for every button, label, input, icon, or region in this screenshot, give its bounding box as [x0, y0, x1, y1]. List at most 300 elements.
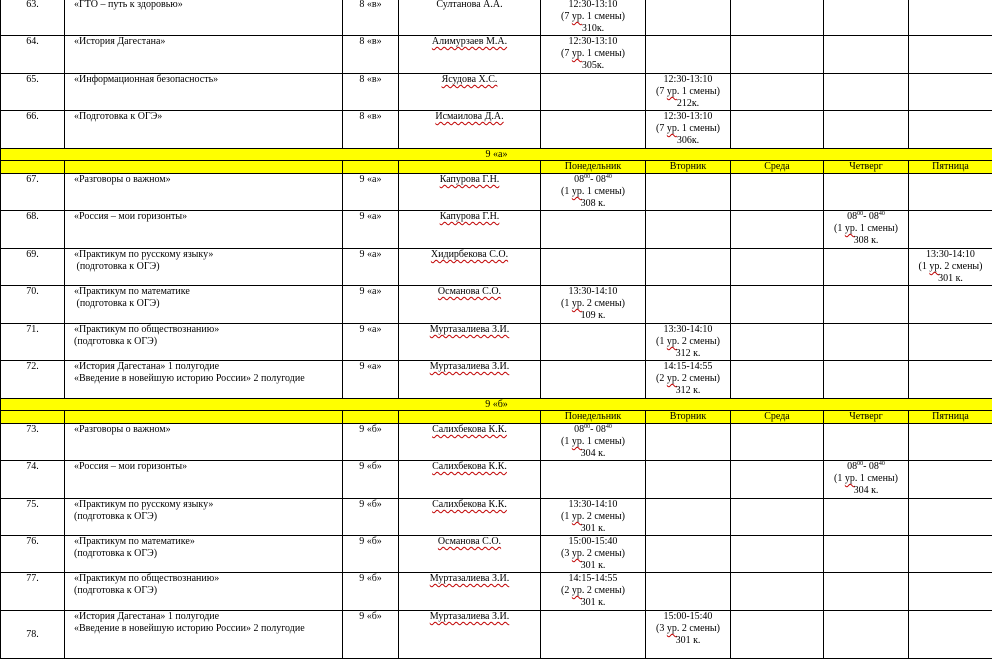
time-end-minutes: 40 [605, 174, 612, 180]
time-sep: - 08 [590, 174, 606, 185]
lesson-post: . 2 смены) [581, 298, 625, 309]
day-slot-2 [731, 424, 824, 461]
subject-cell [65, 286, 343, 324]
slot-line: 12:30-13:10 [568, 0, 618, 10]
day-slot-0 [541, 361, 646, 399]
day-slot-2 [731, 573, 824, 611]
slot-line: 301 к. [938, 273, 963, 284]
day-slot-4 [909, 361, 992, 399]
slot-line [646, 623, 730, 635]
row-number: 65. [1, 74, 65, 111]
lesson-abbr: ур [666, 123, 677, 134]
weekday-header: Понедельник [541, 411, 646, 424]
day-slot-1 [646, 611, 731, 659]
weekday-header-row [1, 411, 992, 424]
subject-line: (подготовка к ОГЭ) [74, 336, 158, 347]
teacher-name: Ясудова Х.С. [441, 74, 498, 85]
teacher-cell [399, 74, 541, 111]
time-sep: - 08 [590, 424, 606, 435]
slot-line: 306к. [676, 135, 700, 146]
teacher-name: Султанова А.А. [436, 0, 503, 10]
subject-line: «История Дагестана» 1 полугодие [74, 611, 220, 622]
day-slot-0 [541, 536, 646, 573]
day-slot-0 [541, 461, 646, 499]
slot-line: 308 к. [580, 198, 606, 209]
row-number: 72. [1, 361, 65, 399]
subject-line: «Разговоры о важном» [74, 174, 171, 185]
day-slot-3 [824, 573, 909, 611]
subject-line: «Практикум по обществознанию» [74, 324, 220, 335]
day-slot-2 [731, 499, 824, 536]
teacher-name: Хидирбекова С.О. [430, 249, 509, 260]
time-start-minutes: 00 [857, 461, 864, 467]
teacher-name: Исмаилова Д.А. [435, 111, 504, 122]
class-cell: 9 «б» [343, 499, 399, 536]
class-cell: 9 «б» [343, 424, 399, 461]
class-cell: 9 «а» [343, 324, 399, 361]
slot-line [646, 336, 730, 348]
lesson-pre: (7 [656, 86, 667, 97]
day-slot-1 [646, 536, 731, 573]
teacher-cell [399, 573, 541, 611]
teacher-cell [399, 424, 541, 461]
lesson-post: . 1 смены) [581, 186, 625, 197]
time-start: 08 [574, 174, 585, 185]
lesson-post: . 1 смены) [581, 436, 625, 447]
slot-line [541, 436, 645, 448]
weekday-header: Понедельник [541, 161, 646, 174]
lesson-pre: (7 [561, 48, 572, 59]
row-number: 68. [1, 211, 65, 249]
slot-line: 15:00-15:40 [663, 611, 713, 622]
row-number: 74. [1, 461, 65, 499]
subject-cell [65, 573, 343, 611]
lesson-abbr: ур [571, 48, 582, 59]
class-cell: 9 «б» [343, 573, 399, 611]
day-slot-3 [824, 424, 909, 461]
subject-cell [65, 0, 343, 36]
row-number: 75. [1, 499, 65, 536]
day-slot-3 [824, 499, 909, 536]
slot-line: 15:00-15:40 [568, 536, 618, 547]
lesson-abbr: ур [571, 298, 582, 309]
class-section-title: 9 «б» [1, 399, 992, 411]
weekday-header: Вторник [646, 161, 731, 174]
subject-cell [65, 174, 343, 211]
lesson-post: . 1 смены) [581, 11, 625, 22]
row-number: 73. [1, 424, 65, 461]
row-number: 63. [1, 0, 65, 36]
day-slot-4 [909, 424, 992, 461]
day-slot-1 [646, 174, 731, 211]
class-cell: 9 «а» [343, 361, 399, 399]
subject-line: (подготовка к ОГЭ) [74, 298, 160, 309]
day-slot-1 [646, 361, 731, 399]
slot-line: 304 к. [853, 485, 879, 496]
day-slot-4 [909, 324, 992, 361]
slot-line: 13:30-14:10 [663, 324, 713, 335]
class-cell: 9 «а» [343, 211, 399, 249]
slot-line: 212к. [676, 98, 700, 109]
day-slot-2 [731, 461, 824, 499]
schedule-row [1, 573, 992, 611]
class-cell: 9 «б» [343, 536, 399, 573]
day-slot-3 [824, 36, 909, 74]
slot-line: 12:30-13:10 [663, 74, 713, 85]
class-cell: 8 «в» [343, 111, 399, 149]
weekday-header: Среда [731, 161, 824, 174]
class-cell: 9 «а» [343, 174, 399, 211]
day-slot-4 [909, 211, 992, 249]
row-number: 64. [1, 36, 65, 74]
day-slot-1 [646, 36, 731, 74]
day-slot-4 [909, 611, 992, 659]
lesson-post: . 1 смены) [676, 123, 720, 134]
day-slot-0 [541, 573, 646, 611]
day-slot-2 [731, 536, 824, 573]
lesson-post: . 2 смены) [676, 373, 720, 384]
day-slot-3 [824, 211, 909, 249]
slot-line [824, 211, 908, 223]
slot-line [824, 461, 908, 473]
time-sep: - 08 [863, 211, 879, 222]
header-blank-cell [343, 411, 399, 424]
slot-line [824, 473, 908, 485]
subject-line: «Введение в новейшую историю России» 2 полугодие [74, 623, 305, 634]
lesson-abbr: ур [571, 436, 582, 447]
header-blank-cell [1, 161, 65, 174]
slot-line: 301 к. [580, 560, 606, 571]
teacher-name: Капурова Г.Н. [439, 211, 500, 222]
subject-line: «Введение в новейшую историю России» 2 полугодие [74, 373, 305, 384]
lesson-post: . 1 смены) [854, 223, 898, 234]
schedule-row [1, 536, 992, 573]
teacher-cell [399, 0, 541, 36]
day-slot-4 [909, 74, 992, 111]
day-slot-1 [646, 211, 731, 249]
slot-line [541, 11, 645, 23]
subject-cell [65, 249, 343, 286]
subject-cell [65, 499, 343, 536]
header-blank-cell [65, 161, 343, 174]
day-slot-3 [824, 111, 909, 149]
weekday-header: Пятница [909, 161, 992, 174]
day-slot-1 [646, 249, 731, 286]
lesson-abbr: ур [571, 186, 582, 197]
lesson-pre: (1 [656, 336, 667, 347]
teacher-name: Муртазалиева З.И. [429, 361, 510, 372]
day-slot-3 [824, 286, 909, 324]
slot-line: 13:30-14:10 [568, 286, 618, 297]
teacher-cell [399, 174, 541, 211]
slot-line [541, 511, 645, 523]
day-slot-0 [541, 324, 646, 361]
schedule-row [1, 111, 992, 149]
teacher-cell [399, 361, 541, 399]
subject-cell [65, 211, 343, 249]
day-slot-3 [824, 74, 909, 111]
subject-line: «ГТО – путь к здоровью» [74, 0, 183, 10]
class-cell: 8 «в» [343, 36, 399, 74]
weekday-header: Среда [731, 411, 824, 424]
day-slot-1 [646, 286, 731, 324]
subject-cell [65, 324, 343, 361]
lesson-abbr: ур [666, 623, 677, 634]
day-slot-1 [646, 499, 731, 536]
day-slot-0 [541, 286, 646, 324]
lesson-pre: (1 [561, 436, 572, 447]
header-blank-cell [399, 161, 541, 174]
day-slot-0 [541, 211, 646, 249]
teacher-cell [399, 111, 541, 149]
lesson-abbr: ур [571, 11, 582, 22]
subject-cell [65, 74, 343, 111]
time-end-minutes: 40 [878, 211, 885, 217]
day-slot-0 [541, 611, 646, 659]
teacher-cell [399, 286, 541, 324]
teacher-name: Муртазалиева З.И. [429, 611, 510, 622]
day-slot-2 [731, 174, 824, 211]
day-slot-4 [909, 0, 992, 36]
subject-line: «Практикум по математике» [74, 536, 195, 547]
lesson-post: . 2 смены) [581, 511, 625, 522]
schedule-row [1, 424, 992, 461]
slot-line [541, 186, 645, 198]
lesson-post: . 2 смены) [581, 585, 625, 596]
subject-cell [65, 36, 343, 74]
class-cell: 8 «в» [343, 0, 399, 36]
subject-line: (подготовка к ОГЭ) [74, 548, 158, 559]
teacher-cell [399, 249, 541, 286]
lesson-post: . 2 смены) [939, 261, 983, 272]
slot-line: 301 к. [675, 635, 701, 646]
lesson-pre: (1 [561, 186, 572, 197]
lesson-abbr: ур [666, 336, 677, 347]
day-slot-1 [646, 74, 731, 111]
class-cell: 9 «а» [343, 249, 399, 286]
lesson-pre: (3 [561, 548, 572, 559]
day-slot-0 [541, 424, 646, 461]
day-slot-4 [909, 111, 992, 149]
lesson-pre: (1 [918, 261, 930, 272]
lesson-post: . 2 смены) [581, 548, 625, 559]
slot-line [541, 48, 645, 60]
class-section-band [1, 149, 992, 161]
slot-line [646, 86, 730, 98]
slot-line [541, 298, 645, 310]
schedule-row [1, 174, 992, 211]
day-slot-3 [824, 249, 909, 286]
teacher-name: Салихбекова К.К. [432, 424, 507, 435]
time-sep: - 08 [863, 461, 879, 472]
lesson-post: . 2 смены) [676, 623, 720, 634]
schedule-row [1, 74, 992, 111]
time-end-minutes: 40 [605, 424, 612, 430]
slot-line: 312 к. [675, 385, 701, 396]
day-slot-2 [731, 36, 824, 74]
teacher-cell [399, 36, 541, 74]
lesson-pre: (1 [834, 473, 845, 484]
slot-line: 14:15-14:55 [663, 361, 713, 372]
row-number: 69. [1, 249, 65, 286]
day-slot-1 [646, 111, 731, 149]
day-slot-4 [909, 499, 992, 536]
slot-line: 312 к. [675, 348, 701, 359]
day-slot-1 [646, 424, 731, 461]
subject-cell [65, 361, 343, 399]
day-slot-3 [824, 361, 909, 399]
teacher-cell [399, 536, 541, 573]
weekday-header: Вторник [646, 411, 731, 424]
day-slot-2 [731, 249, 824, 286]
teacher-cell [399, 461, 541, 499]
row-number: 71. [1, 324, 65, 361]
day-slot-2 [731, 211, 824, 249]
day-slot-2 [731, 324, 824, 361]
slot-line: 301 к. [580, 523, 606, 534]
day-slot-3 [824, 174, 909, 211]
row-number: 78. [1, 611, 65, 659]
lesson-abbr: ур [571, 548, 582, 559]
class-section-title: 9 «а» [1, 149, 992, 161]
lesson-pre: (2 [656, 373, 667, 384]
class-cell: 9 «б» [343, 611, 399, 659]
schedule-row [1, 324, 992, 361]
subject-line: «Практикум по русскому языку» [74, 499, 214, 510]
class-cell: 8 «в» [343, 74, 399, 111]
day-slot-1 [646, 573, 731, 611]
teacher-name: Османова С.О. [437, 286, 502, 297]
day-slot-1 [646, 324, 731, 361]
teacher-name: Капурова Г.Н. [439, 174, 500, 185]
lesson-abbr: ур [571, 585, 582, 596]
day-slot-4 [909, 286, 992, 324]
lesson-abbr: ур [844, 223, 855, 234]
weekday-header: Четверг [824, 161, 909, 174]
day-slot-3 [824, 461, 909, 499]
slot-line [541, 174, 645, 186]
slot-line [824, 223, 908, 235]
row-number: 67. [1, 174, 65, 211]
slot-line: 304 к. [580, 448, 606, 459]
day-slot-4 [909, 536, 992, 573]
row-number: 66. [1, 111, 65, 149]
lesson-pre: (2 [561, 585, 572, 596]
subject-line: (подготовка к ОГЭ) [74, 261, 160, 272]
time-start: 08 [847, 211, 858, 222]
header-blank-cell [1, 411, 65, 424]
schedule-row [1, 249, 992, 286]
teacher-name: Салихбекова К.К. [432, 461, 507, 472]
row-number: 77. [1, 573, 65, 611]
lesson-pre: (7 [656, 123, 667, 134]
time-end-minutes: 40 [878, 461, 885, 467]
subject-line: «Россия – мои горизонты» [74, 211, 188, 222]
class-cell: 9 «б» [343, 461, 399, 499]
schedule-row [1, 211, 992, 249]
slot-line: 308 к. [853, 235, 879, 246]
day-slot-2 [731, 111, 824, 149]
slot-line: 310к. [581, 23, 605, 34]
subject-line: «История Дагестана» 1 полугодие [74, 361, 220, 372]
time-start-minutes: 00 [584, 424, 591, 430]
day-slot-4 [909, 174, 992, 211]
day-slot-2 [731, 361, 824, 399]
day-slot-2 [731, 286, 824, 324]
slot-line: 14:15-14:55 [568, 573, 618, 584]
subject-line: «Разговоры о важном» [74, 424, 171, 435]
day-slot-3 [824, 611, 909, 659]
schedule-row [1, 461, 992, 499]
weekday-header: Пятница [909, 411, 992, 424]
day-slot-3 [824, 536, 909, 573]
weekday-header: Четверг [824, 411, 909, 424]
slot-line: 13:30-14:10 [568, 499, 618, 510]
teacher-cell [399, 611, 541, 659]
day-slot-4 [909, 573, 992, 611]
subject-line: «Практикум по обществознанию» [74, 573, 220, 584]
lesson-post: . 2 смены) [676, 336, 720, 347]
subject-line: (подготовка к ОГЭ) [74, 585, 158, 596]
day-slot-2 [731, 611, 824, 659]
slot-line: 109 к. [580, 310, 606, 321]
schedule-row [1, 361, 992, 399]
lesson-abbr: ур [844, 473, 855, 484]
day-slot-4 [909, 249, 992, 286]
subject-line: «Россия – мои горизонты» [74, 461, 188, 472]
subject-line: «Подготовка к ОГЭ» [74, 111, 163, 122]
day-slot-0 [541, 111, 646, 149]
day-slot-0 [541, 74, 646, 111]
slot-line [541, 548, 645, 560]
day-slot-0 [541, 249, 646, 286]
day-slot-0 [541, 36, 646, 74]
lesson-abbr: ур [666, 86, 677, 97]
lesson-pre: (1 [834, 223, 845, 234]
subject-line: «Практикум по математике [74, 286, 190, 297]
lesson-pre: (1 [561, 511, 572, 522]
teacher-cell [399, 324, 541, 361]
header-blank-cell [343, 161, 399, 174]
teacher-name: Салихбекова К.К. [432, 499, 507, 510]
schedule-row [1, 286, 992, 324]
lesson-abbr: ур [666, 373, 677, 384]
time-start: 08 [574, 424, 585, 435]
time-start-minutes: 00 [857, 211, 864, 217]
day-slot-1 [646, 461, 731, 499]
day-slot-2 [731, 74, 824, 111]
row-number: 76. [1, 536, 65, 573]
teacher-name: Османова С.О. [437, 536, 502, 547]
slot-line [646, 123, 730, 135]
slot-line: 12:30-13:10 [663, 111, 713, 122]
subject-cell [65, 424, 343, 461]
slot-line: 12:30-13:10 [568, 36, 618, 47]
slot-line: 13:30-14:10 [926, 249, 975, 260]
slot-line: 301 к. [580, 597, 606, 608]
subject-cell [65, 611, 343, 659]
lesson-abbr: ур [929, 261, 940, 272]
time-start-minutes: 00 [584, 174, 591, 180]
subject-line: «Информационная безопасность» [74, 74, 219, 85]
slot-line [646, 373, 730, 385]
subject-cell [65, 536, 343, 573]
lesson-pre: (3 [656, 623, 667, 634]
schedule-row [1, 611, 992, 659]
day-slot-1 [646, 0, 731, 36]
row-number: 70. [1, 286, 65, 324]
class-section-band [1, 399, 992, 411]
